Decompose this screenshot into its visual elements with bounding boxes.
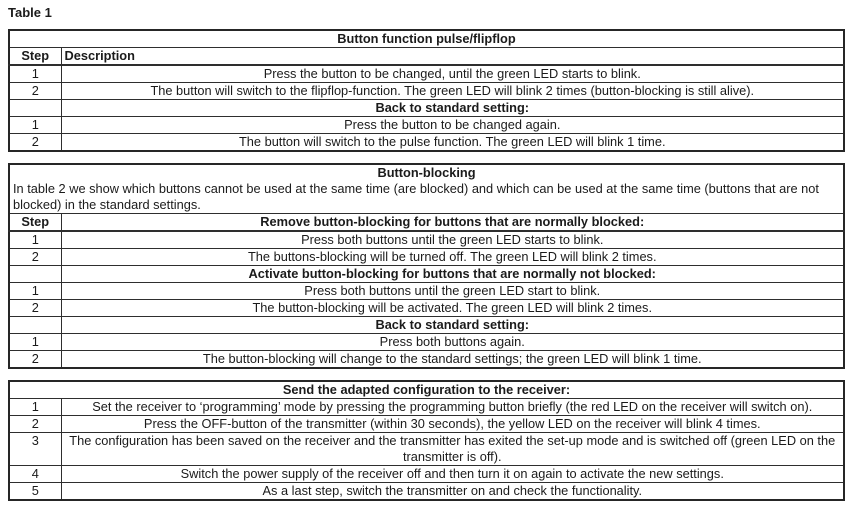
- row-step: [9, 249, 844, 266]
- step-cell: 1: [9, 399, 61, 416]
- step-cell: 2: [9, 134, 61, 152]
- description-cell: Press both buttons again.: [61, 334, 844, 351]
- step-cell: [9, 317, 61, 334]
- step-cell: 2: [9, 300, 61, 317]
- row-step: [9, 399, 844, 416]
- row-title: [9, 164, 844, 181]
- step-cell: 1: [9, 117, 61, 134]
- intro-paragraph: In table 2 we show which buttons cannot be used at the same time (are blocked) and which can be used at the same time (buttons that are not blocked) in the standard settings.: [9, 181, 844, 214]
- step-cell: 5: [9, 483, 61, 501]
- table-title: Button function pulse/flipflop: [9, 30, 844, 48]
- step-cell: Step: [9, 48, 61, 66]
- row-step: [9, 416, 844, 433]
- row-stepheader: [9, 214, 844, 232]
- row-step: [9, 65, 844, 83]
- row-step: [9, 231, 844, 249]
- row-colheader: [9, 48, 844, 66]
- description-cell: Press both buttons until the green LED starts to blink.: [61, 231, 844, 249]
- button-function-table: [8, 29, 845, 152]
- step-cell: 3: [9, 433, 61, 466]
- section-title: Activate button-blocking for buttons that are normally not blocked:: [61, 266, 844, 283]
- description-cell: The button will switch to the pulse function. The green LED will blink 1 time.: [61, 134, 844, 152]
- table-title: Send the adapted configuration to the receiver:: [9, 381, 844, 399]
- step-cell: [9, 266, 61, 283]
- step-cell: [9, 100, 61, 117]
- description-cell: The buttons-blocking will be turned off. The green LED will blink 2 times.: [61, 249, 844, 266]
- description-cell: Description: [61, 48, 844, 66]
- row-step: [9, 300, 844, 317]
- section-title: Back to standard setting:: [61, 100, 844, 117]
- row-paragraph: [9, 181, 844, 214]
- description-cell: The configuration has been saved on the receiver and the transmitter has exited the set-up mode and is switched off (green LED on the transmitter is off).: [61, 433, 844, 466]
- tables-container: [8, 29, 845, 501]
- row-step: [9, 117, 844, 134]
- description-cell: Remove button-blocking for buttons that are normally blocked:: [61, 214, 844, 232]
- step-cell: 1: [9, 334, 61, 351]
- send-configuration-table: [8, 380, 845, 501]
- step-cell: 2: [9, 416, 61, 433]
- step-cell: Step: [9, 214, 61, 232]
- row-step: [9, 483, 844, 501]
- row-step: [9, 466, 844, 483]
- description-cell: Set the receiver to ‘programming’ mode by pressing the programming button briefly (the red LED on the receiver will switch on).: [61, 399, 844, 416]
- row-step: [9, 334, 844, 351]
- description-cell: Press the OFF-button of the transmitter (within 30 seconds), the yellow LED on the receiver will blink 4 times.: [61, 416, 844, 433]
- table-title: Button-blocking: [9, 164, 844, 181]
- row-section: [9, 317, 844, 334]
- description-cell: Press both buttons until the green LED start to blink.: [61, 283, 844, 300]
- step-cell: 1: [9, 231, 61, 249]
- description-cell: The button-blocking will change to the standard settings; the green LED will blink 1 time.: [61, 351, 844, 369]
- row-step: [9, 83, 844, 100]
- description-cell: Switch the power supply of the receiver off and then turn it on again to activate the new settings.: [61, 466, 844, 483]
- section-title: Back to standard setting:: [61, 317, 844, 334]
- step-cell: 1: [9, 65, 61, 83]
- step-cell: 2: [9, 83, 61, 100]
- step-cell: 1: [9, 283, 61, 300]
- description-cell: Press the button to be changed, until the green LED starts to blink.: [61, 65, 844, 83]
- row-title: [9, 381, 844, 399]
- row-step: [9, 134, 844, 152]
- step-cell: 2: [9, 249, 61, 266]
- row-title: [9, 30, 844, 48]
- step-cell: 2: [9, 351, 61, 369]
- description-cell: As a last step, switch the transmitter on and check the functionality.: [61, 483, 844, 501]
- description-cell: Press the button to be changed again.: [61, 117, 844, 134]
- page-title: Table 1: [8, 5, 52, 20]
- button-blocking-table: [8, 163, 845, 369]
- row-section: [9, 100, 844, 117]
- description-cell: The button-blocking will be activated. The green LED will blink 2 times.: [61, 300, 844, 317]
- row-step: [9, 283, 844, 300]
- row-step: [9, 351, 844, 369]
- row-step: [9, 433, 844, 466]
- step-cell: 4: [9, 466, 61, 483]
- row-section: [9, 266, 844, 283]
- description-cell: The button will switch to the flipflop-function. The green LED will blink 2 times (button-blocking is still alive).: [61, 83, 844, 100]
